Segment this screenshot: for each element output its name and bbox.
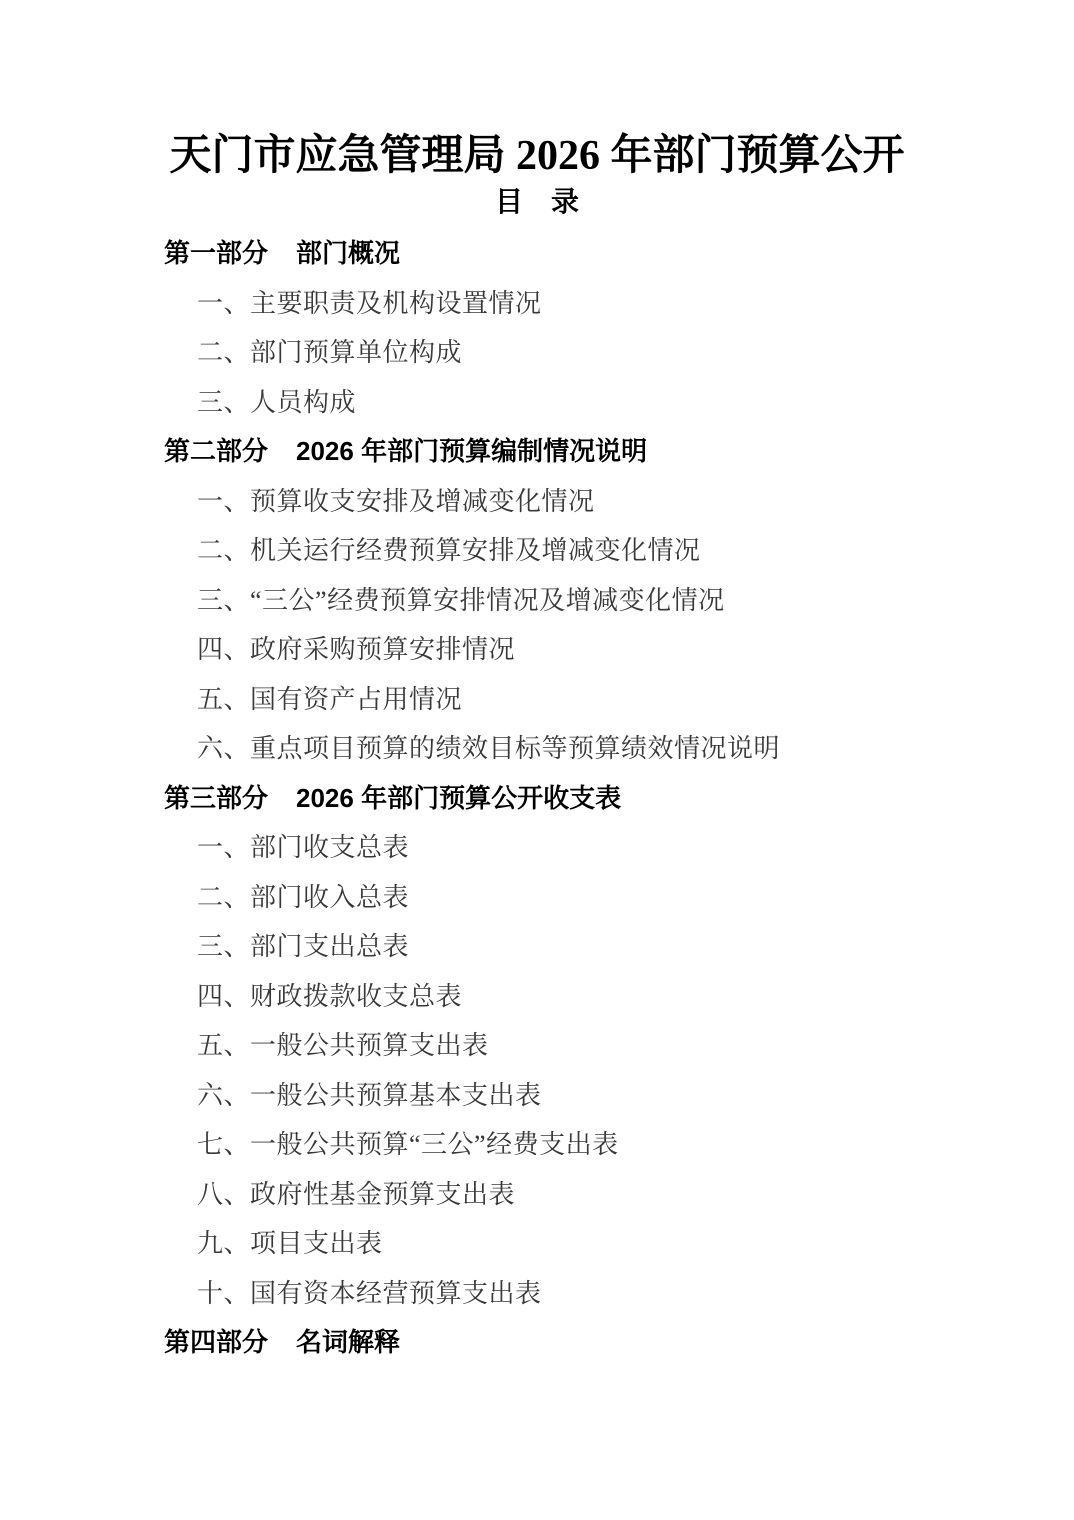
toc-item-text: 二、机关运行经费预算安排及增减变化情况 <box>197 536 701 566</box>
toc-item-text: 十、国有资本经营预算支出表 <box>197 1278 542 1308</box>
toc-part-heading <box>0 425 1074 475</box>
toc-item-text: 一、部门收支总表 <box>197 833 410 863</box>
toc-item-text: 七、一般公共预算“三公”经费支出表 <box>197 1130 619 1160</box>
toc-item-text: 五、一般公共预算支出表 <box>197 1031 489 1061</box>
toc-item <box>0 920 1074 970</box>
toc-item <box>0 673 1074 723</box>
part-label: 第二部分 <box>164 436 269 467</box>
toc-item-text: 四、政府采购预算安排情况 <box>197 635 516 665</box>
toc-part-heading <box>0 227 1074 277</box>
toc-item <box>0 475 1074 525</box>
toc-item <box>0 1118 1074 1168</box>
toc-item-text: 五、国有资产占用情况 <box>197 684 463 714</box>
toc-item <box>0 821 1074 871</box>
toc-item <box>0 970 1074 1020</box>
toc-item-text: 三、“三公”经费预算安排情况及增减变化情况 <box>197 585 725 615</box>
part-label: 第三部分 <box>164 782 269 813</box>
toc-item <box>0 871 1074 921</box>
toc-item <box>0 277 1074 327</box>
toc-item-text: 三、人员构成 <box>197 387 357 417</box>
toc-item <box>0 1217 1074 1267</box>
toc-item-text: 一、主要职责及机构设置情况 <box>197 288 542 318</box>
toc-item-text: 三、部门支出总表 <box>197 932 410 962</box>
toc-part-heading <box>0 772 1074 822</box>
toc-item <box>0 574 1074 624</box>
toc-item <box>0 623 1074 673</box>
toc-item-text: 九、项目支出表 <box>197 1229 383 1259</box>
toc-item <box>0 1267 1074 1317</box>
part-title: 名词解释 <box>296 1327 401 1358</box>
toc-heading: 目 录 <box>494 187 579 218</box>
toc-item <box>0 722 1074 772</box>
table-of-contents <box>0 227 1074 1366</box>
toc-item <box>0 376 1074 426</box>
toc-item <box>0 1069 1074 1119</box>
toc-item-text: 六、一般公共预算基本支出表 <box>197 1080 542 1110</box>
toc-item-text: 一、预算收支安排及增减变化情况 <box>197 486 595 516</box>
toc-item-text: 四、财政拨款收支总表 <box>197 981 463 1011</box>
toc-item-text: 八、政府性基金预算支出表 <box>197 1179 516 1209</box>
toc-item-text: 六、重点项目预算的绩效目标等预算绩效情况说明 <box>197 734 781 764</box>
toc-item-text: 二、部门预算单位构成 <box>197 338 463 368</box>
toc-item-text: 二、部门收入总表 <box>197 882 410 912</box>
toc-item <box>0 1168 1074 1218</box>
toc-item <box>0 326 1074 376</box>
part-label: 第一部分 <box>164 238 269 269</box>
toc-item <box>0 1019 1074 1069</box>
part-title: 2026 年部门预算公开收支表 <box>296 782 622 813</box>
part-label: 第四部分 <box>164 1327 269 1358</box>
toc-part-heading <box>0 1316 1074 1366</box>
part-title: 部门概况 <box>296 238 401 269</box>
part-title: 2026 年部门预算编制情况说明 <box>296 436 648 467</box>
document-title: 天门市应急管理局 2026 年部门预算公开 <box>169 133 905 179</box>
toc-item <box>0 524 1074 574</box>
